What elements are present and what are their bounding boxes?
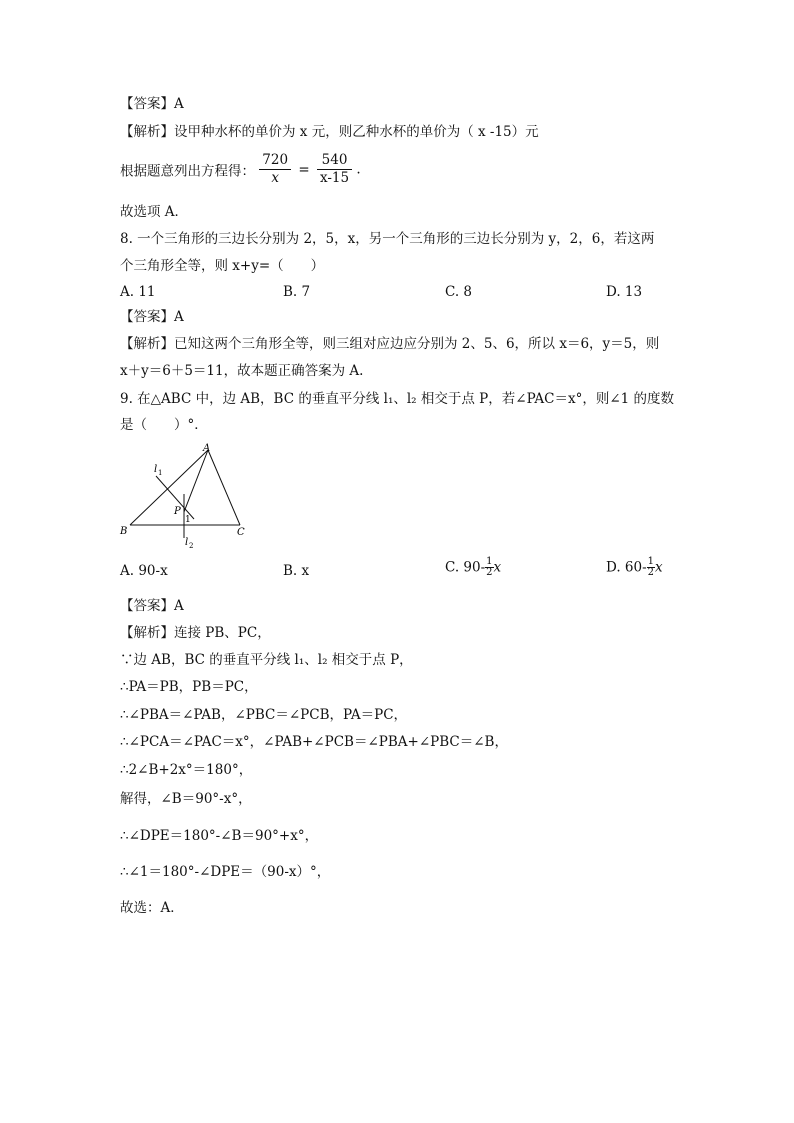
label-b: B xyxy=(120,526,128,537)
q9-option-c-fraction xyxy=(485,557,493,578)
q8-analysis-line-2: x＋y＝6＋5＝11，故本题正确答案为 A. xyxy=(120,363,364,379)
q7-fraction-2-numerator: 540 xyxy=(317,152,352,170)
q7-equation-suffix: . xyxy=(356,161,361,178)
q8-stem-line-2: 个三角形全等，则 x+y=（ ） xyxy=(120,258,325,274)
q9-solution-line-6: ∴2∠B+2x°＝180°， xyxy=(120,762,253,778)
q7-fraction-2 xyxy=(317,152,352,187)
q9-solution-line-4: ∴∠PBA＝∠PAB，∠PBC＝∠PCB，PA＝PC， xyxy=(120,707,408,723)
q7-equals: = xyxy=(298,161,310,178)
q9-option-d-suffix: x xyxy=(655,559,663,576)
q8-option-c: C. 8 xyxy=(445,284,473,300)
label-l1-subscript: 1 xyxy=(158,469,163,477)
q9-solution-line-9: ∴∠1＝180°-∠DPE＝（90-x）°， xyxy=(120,864,331,880)
q7-fraction-1-denominator: x xyxy=(271,170,279,186)
q8-option-b: B. 7 xyxy=(283,284,311,300)
side-ac xyxy=(208,450,240,525)
q9-option-c-prefix: C. 90- xyxy=(445,559,486,576)
q9-stem-line-1: 9. 在△ABC 中，边 AB，BC 的垂直平分线 l₁、l₂ 相交于点 P，若∠PAC＝x°，则∠1 的度数 xyxy=(120,391,675,407)
q9-stem-line-2: 是（ ）°． xyxy=(120,417,208,433)
q9-solution-line-5: ∴∠PCA＝∠PAC＝x°，∠PAB+∠PCB＝∠PBA+∠PBC＝∠B， xyxy=(120,734,508,750)
label-l2-subscript: 2 xyxy=(189,542,194,550)
label-angle-1: 1 xyxy=(185,515,191,525)
q7-equation xyxy=(120,152,361,187)
q8-option-a: A. 11 xyxy=(120,284,156,300)
q9-solution-line-1: 【解析】连接 PB、PC， xyxy=(120,625,271,641)
q8-analysis-line-1: 【解析】已知这两个三角形全等，则三组对应边应分别为 2、5、6，所以 x＝6，y＝5，则 xyxy=(120,336,660,352)
q9-solution-line-7: 解得，∠B＝90°-x°， xyxy=(120,791,252,807)
label-l2: l xyxy=(185,537,189,548)
q9-option-d-prefix: D. 60- xyxy=(606,559,647,576)
segment-pa xyxy=(184,450,208,512)
side-ab xyxy=(130,450,208,525)
q9-option-c-fraction-denominator: 2 xyxy=(486,567,493,578)
q9-option-c-fraction-numerator: 1 xyxy=(486,556,493,567)
q7-fraction-1 xyxy=(259,152,291,187)
q9-solution-line-3: ∴PA＝PB，PB＝PC， xyxy=(120,679,258,695)
q9-option-d xyxy=(606,557,663,578)
q9-triangle-figure xyxy=(112,440,262,555)
q7-equation-prefix: 根据题意列出方程得： xyxy=(120,163,255,180)
q7-choose: 故选项 A． xyxy=(120,204,189,220)
q8-answer: 【答案】A xyxy=(120,309,184,325)
q7-analysis: 【解析】设甲种水杯的单价为 x 元，则乙种水杯的单价为（ x -15）元 xyxy=(120,124,539,140)
q9-option-d-fraction-numerator: 1 xyxy=(647,556,655,567)
q9-option-b: B. x xyxy=(283,563,310,579)
label-a: A xyxy=(203,443,211,454)
label-l1: l xyxy=(154,464,158,475)
q9-solution-line-8: ∴∠DPE＝180°-∠B＝90°+x°， xyxy=(120,828,319,844)
q9-option-a: A. 90-x xyxy=(120,563,168,579)
q9-solution-line-2: ∵边 AB，BC 的垂直平分线 l₁、l₂ 相交于点 P， xyxy=(120,652,413,668)
label-c: C xyxy=(237,527,245,538)
q9-option-d-fraction-denominator: 2 xyxy=(647,567,655,578)
q9-solution-line-10: 故选：A． xyxy=(120,900,184,916)
q9-option-d-fraction xyxy=(647,557,655,578)
q9-option-c xyxy=(445,557,501,578)
q8-stem-line-1: 8. 一个三角形的三边长分别为 2，5，x，另一个三角形的三边长分别为 y，2，6，若这两 xyxy=(120,231,655,247)
label-p: P xyxy=(174,506,181,517)
q8-option-d: D. 13 xyxy=(606,284,643,300)
q7-fraction-1-numerator: 720 xyxy=(259,152,291,170)
q9-answer: 【答案】A xyxy=(120,598,184,614)
q7-answer: 【答案】A xyxy=(120,96,184,112)
q9-option-c-suffix: x xyxy=(493,559,502,576)
q7-fraction-2-denominator: x-15 xyxy=(319,170,350,186)
